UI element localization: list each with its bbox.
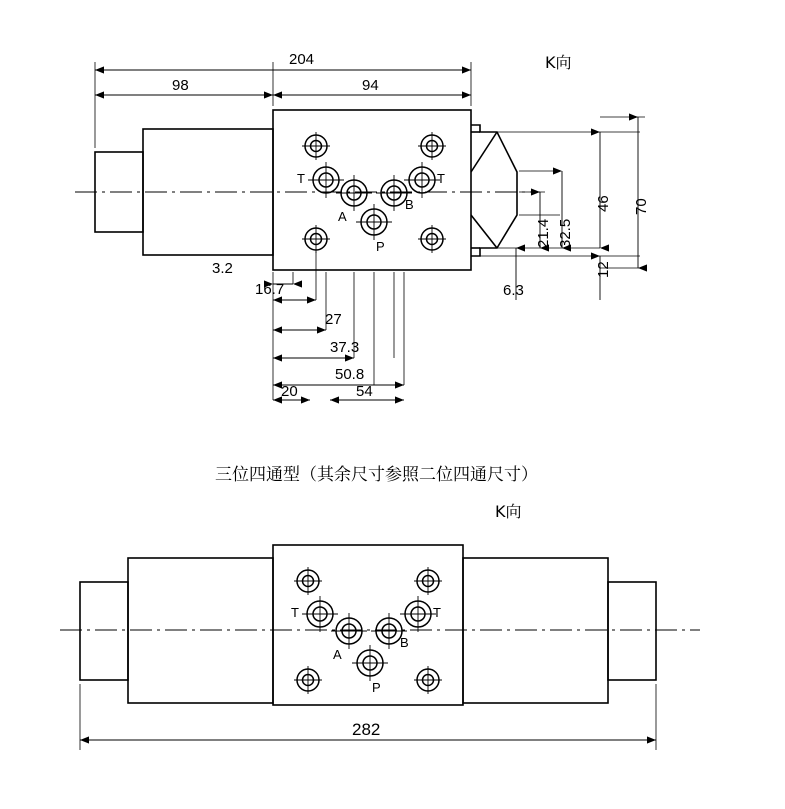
k-view-label-top: K向 — [545, 53, 572, 72]
dim-12: 12 — [595, 261, 612, 278]
dim-204: 204 — [289, 51, 315, 68]
k-view-label-bottom: K向 — [495, 502, 522, 521]
dim-282: 282 — [352, 720, 381, 739]
port-label-a: A — [338, 209, 347, 224]
port-label-t-right: T — [437, 171, 445, 186]
dim-98: 98 — [172, 77, 189, 94]
dim-54: 54 — [356, 383, 373, 400]
right-taper-outline — [471, 125, 517, 256]
diagram-caption: 三位四通型（其余尺寸参照二位四通尺寸） — [215, 465, 538, 485]
bottom-view-group — [60, 545, 700, 750]
bottom-body-outline — [80, 545, 656, 705]
dim-70: 70 — [633, 198, 650, 215]
dim-94: 94 — [362, 77, 379, 94]
bottom-port-label-t-right: T — [433, 605, 441, 620]
dim-46: 46 — [595, 195, 612, 212]
bottom-port-label-b: B — [400, 635, 409, 650]
port-label-b: B — [405, 197, 414, 212]
dim-16-7: 16.7 — [255, 281, 285, 298]
bottom-port-label-a: A — [333, 647, 342, 662]
dim-50-8: 50.8 — [335, 366, 365, 383]
dim-21-4: 21.4 — [535, 218, 552, 248]
dim-27: 27 — [325, 311, 342, 328]
dim-37-3: 37.3 — [330, 339, 360, 356]
bottom-port-label-t-left: T — [291, 605, 299, 620]
dim-6-3: 6.3 — [503, 282, 524, 299]
dim-32-5: 32.5 — [557, 218, 574, 248]
port-label-p: P — [376, 239, 385, 254]
port-label-t-left: T — [297, 171, 305, 186]
dim-3-2: 3.2 — [212, 260, 233, 277]
dim-20: 20 — [281, 383, 298, 400]
bottom-port-label-p: P — [372, 680, 381, 695]
